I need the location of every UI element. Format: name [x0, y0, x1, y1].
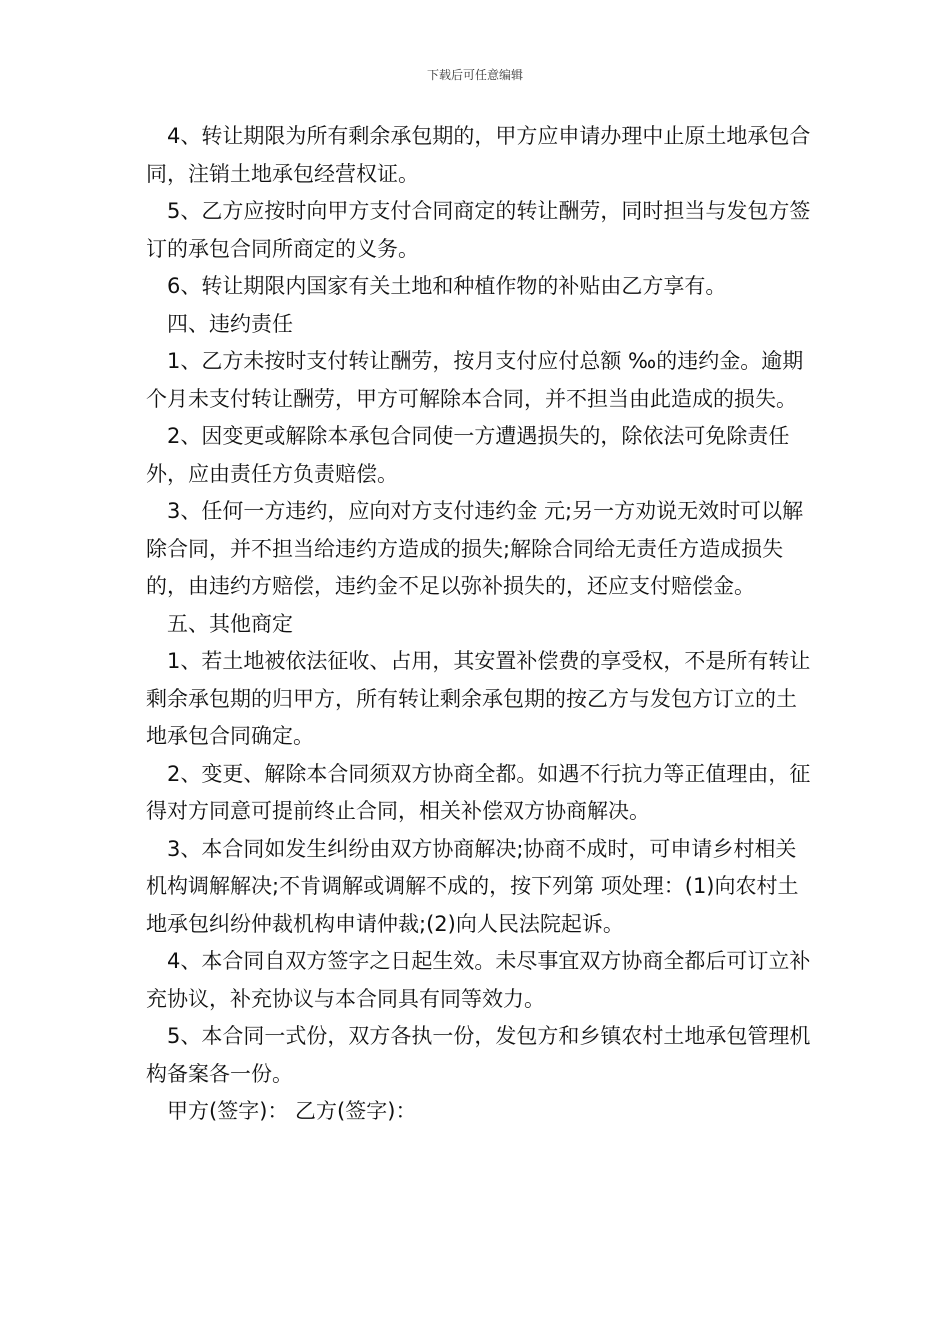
- other-clause-3: 3、本合同如发生纠纷由双方协商解决;协商不成时，可申请乡村相关机构调解解决;不肯调解或调解不成的，按下列第 项处理：(1)向农村土地承包纠纷仲裁机构申请仲裁;(2)向人民法院起诉。: [146, 836, 799, 936]
- breach-clause-2: 2、因变更或解除本承包合同使一方遭遇损失的，除依法可免除责任外，应由责任方负责赔偿。: [146, 424, 790, 486]
- clause-6-subsidy: 6、转让期限内国家有关土地和种植作物的补贴由乙方享有。: [167, 274, 727, 298]
- page-header: 下载后可任意编辑: [426, 68, 523, 82]
- section-heading-other: 五、其他商定: [167, 611, 293, 636]
- breach-clause-1: 1、乙方未按时支付转让酬劳，按月支付应付总额 ‰的违约金。逾期 个月未支付转让酬劳，甲方可解除本合同，并不担当由此造成的损失。: [146, 349, 804, 411]
- other-clause-5: 5、本合同一式份，双方各执一份，发包方和乡镇农村土地承包管理机构备案各一份。: [146, 1024, 811, 1086]
- clause-4-transfer-period: 4、转让期限为所有剩余承包期的，甲方应申请办理中止原土地承包合同，注销土地承包经营权证。: [146, 124, 811, 186]
- signature-line: 甲方(签字)： 乙方(签字)：: [167, 1099, 417, 1123]
- other-clause-4: 4、本合同自双方签字之日起生效。未尽事宜双方协商全都后可订立补充协议，补充协议与本合同具有同等效力。: [146, 949, 811, 1011]
- clause-5-payment-obligation: 5、乙方应按时向甲方支付合同商定的转让酬劳，同时担当与发包方签订的承包合同所商定的义务。: [146, 199, 811, 261]
- section-heading-breach: 四、违约责任: [167, 311, 293, 336]
- document-body: [146, 118, 811, 1131]
- other-clause-2: 2、变更、解除本合同须双方协商全都。如遇不行抗力等正值理由，征得对方同意可提前终止合同，相关补偿双方协商解决。: [146, 761, 811, 823]
- other-clause-1: 1、若土地被依法征收、占用，其安置补偿费的享受权，不是所有转让剩余承包期的归甲方，所有转让剩余承包期的按乙方与发包方订立的土地承包合同确定。: [146, 649, 811, 748]
- breach-clause-3: 3、任何一方违约，应向对方支付违约金 元;另一方劝说无效时可以解除合同，并不担当给违约方造成的损失;解除合同给无责任方造成损失的，由违约方赔偿，违约金不足以弥补损失的，还应支付赔偿金。: [146, 499, 804, 598]
